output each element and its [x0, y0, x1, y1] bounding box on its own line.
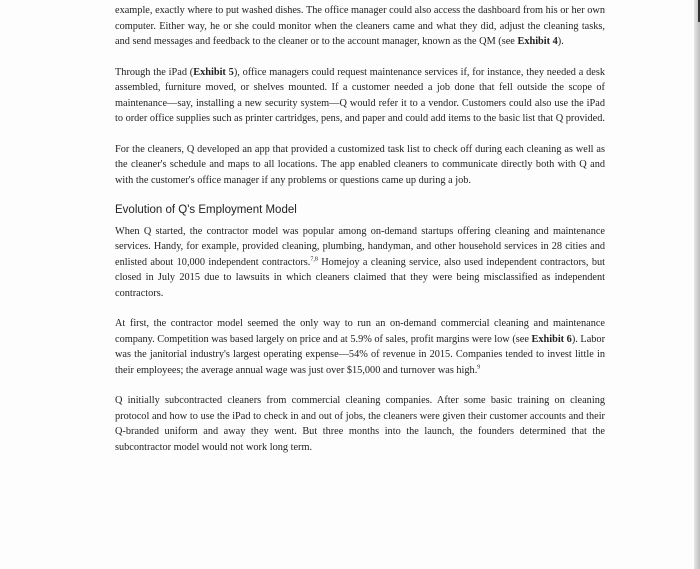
exhibit-reference: Exhibit 5: [193, 66, 234, 78]
paragraph-ipad: [115, 65, 605, 127]
footnote-marker: 9: [477, 364, 481, 371]
paragraph-text: example, exactly where to put washed dishes. The office manager could also access the dashboard from his or her own computer. Either way, he or she could monitor when the cleaners came and what they did, adjust the cleaning tasks, and send messages and feedback to the cleaner or to the account manager, known as the QM (see: [115, 5, 605, 47]
page-edge: [694, 0, 700, 569]
paragraph-text: ), office managers could request maintenance services if, for instance, they needed a desk assembled, furniture moved, or shelves mounted. If a customer needed a job done that fell outside the scope of maintenance—say, installing a new security system—Q would refer it to a vendor. Customers could also use the iPad to order office supplies such as printer cartridges, pens, and paper and could add items to the basic list that Q provided.: [115, 66, 606, 124]
footnote-marker: 7,8: [310, 256, 318, 263]
exhibit-reference: Exhibit 6: [531, 333, 572, 345]
paragraph-subcontracted: Q initially subcontracted cleaners from commercial cleaning companies. After some basic training on cleaning protocol and how to use the iPad to check in and out of jobs, the cleaners were given their customer accounts and their Q-branded uniform and away they went. But three months into the launch, the founders determined that the subcontractor model would not work long term.: [115, 395, 605, 453]
paragraph-text: ). Labor was the janitorial industry's largest operating expense—54% of revenue in 2015. Companies tended to invest little in their employees; the average annual wage was just over $15,000 and turnover was high.: [115, 333, 606, 376]
exhibit-reference: Exhibit 4: [517, 36, 558, 47]
paragraph-text: ).: [557, 36, 564, 47]
section-heading: Evolution of Q's Employment Model: [115, 204, 297, 216]
paragraph-competition: [115, 316, 605, 378]
paragraph-text: Through the iPad (: [115, 66, 194, 78]
paragraph-text: At first, the contractor model seemed the only way to run an on-demand commercial cleaning and maintenance company. Competition was based largely on price and at 5.9% of sales, profit margins were low (see: [115, 318, 605, 345]
paragraph-contractor-model: [115, 224, 605, 302]
paragraph-cleaners-app: For the cleaners, Q developed an app that provided a customized task list to check off during each cleaning as well as the cleaner's schedule and maps to all locations. The app enabled cleaners to communicate directly both with Q and with the customer's office manager if any problems or questions came up during a job.: [115, 143, 605, 186]
document-body: [115, 3, 605, 470]
paragraph-dashboard: [115, 3, 605, 50]
paragraph-text: When Q started, the contractor model was popular among on-demand startups offering cleaning and maintenance services. Handy, for example, provided cleaning, plumbing, handyman, and other household services in 28 cities and enlisted about 10,000 independent contractors.: [115, 225, 605, 268]
paragraph-text: Homejoy a cleaning service, also used independent contractors, but closed in July 2015 due to lawsuits in which cleaners claimed that they were being misclassified as independent contractors.: [115, 256, 605, 299]
